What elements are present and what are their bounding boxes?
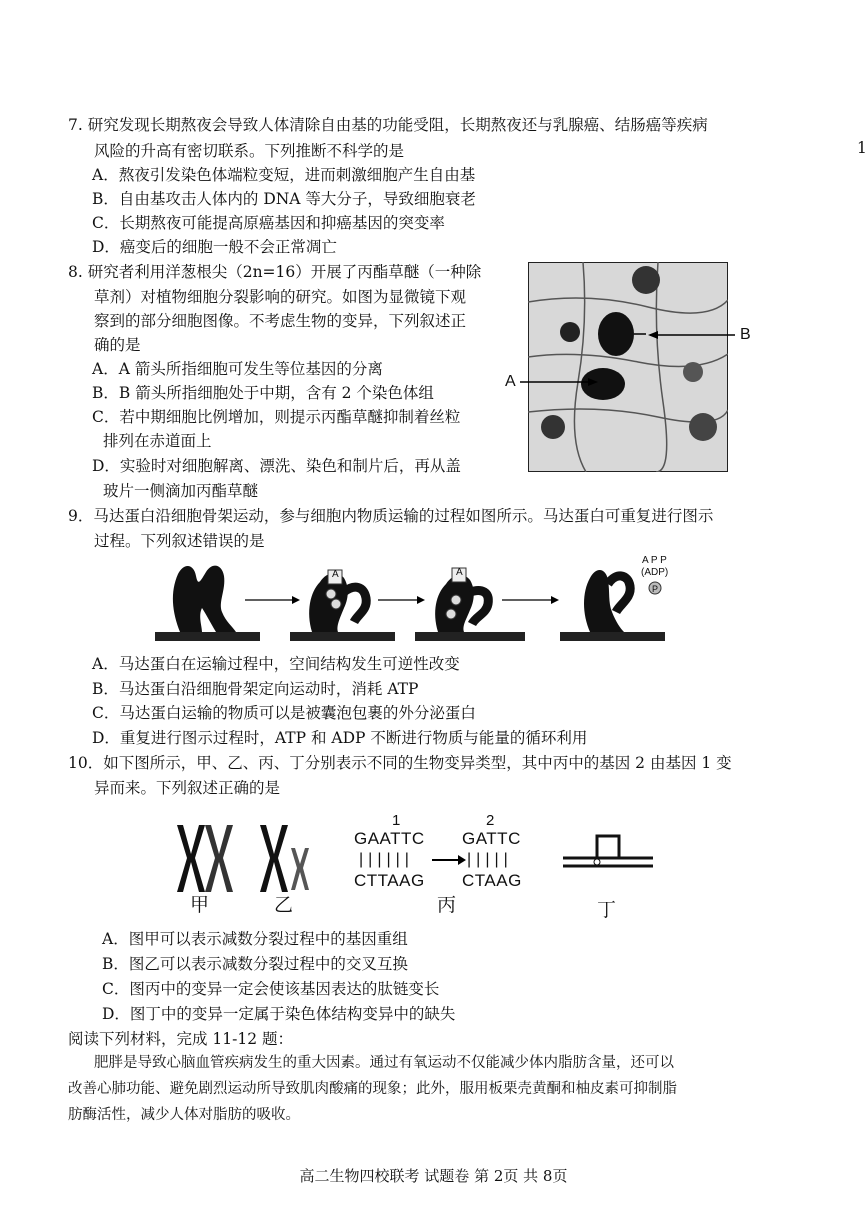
q8-option-d-cont: 玻片一侧滴加丙酯草醚 (103, 482, 259, 500)
reading-intro: 阅读下列材料，完成 11-12 题： (68, 1030, 294, 1048)
fig9-p-label: P (652, 584, 659, 594)
q10-option-b: B．图乙可以表示减数分裂过程中的交叉互换 (102, 955, 408, 973)
seq-number-1: 1 (392, 812, 401, 829)
mutation-arrow (430, 852, 470, 868)
q10-stem: 10．如下图所示，甲、乙、丙、丁分别表示不同的生物变异类型，其中丙中的基因 2 由基因 1 变 (68, 754, 732, 772)
q7-option-d: D．癌变后的细胞一般不会正常凋亡 (92, 238, 337, 256)
arrow-label-a: A (505, 373, 516, 390)
q8-stem-cont-3: 确的是 (94, 336, 141, 354)
q8-stem: 8. 研究者利用洋葱根尖（2n=16）开展了丙酯草醚（一种除 (68, 263, 482, 281)
fig9-a-label-1: A (332, 569, 339, 580)
label-yi: 乙 (274, 894, 294, 916)
q10-option-c: C．图丙中的变异一定会使该基因表达的肽链变长 (102, 980, 440, 998)
seq-number-2: 2 (486, 812, 495, 829)
label-bing: 丙 (437, 894, 457, 916)
q9-stem-cont: 过程。下列叙述错误的是 (94, 532, 265, 550)
fig9-a-label-2: A (456, 567, 463, 578)
label-ding: 丁 (597, 899, 617, 921)
q8-option-c: C．若中期细胞比例增加，则提示丙酯草醚抑制着丝粒 (92, 408, 461, 426)
q10-option-a: A．图甲可以表示减数分裂过程中的基因重组 (102, 930, 408, 948)
q7-stem: 7. 研究发现长期熬夜会导致人体清除自由基的功能受阻，长期熬夜还与乳腺癌、结肠癌等疾病 (68, 116, 708, 134)
q10-stem-cont: 异而来。下列叙述正确的是 (94, 779, 281, 797)
seq2-top: GATTC (462, 829, 521, 848)
seq1-bonds: |||||| (359, 851, 414, 868)
page-footer: 高二生物四校联考 试题卷 第 2页 共 8页 (299, 1167, 568, 1185)
seq2-bottom: CTAAG (462, 871, 522, 890)
q8-option-a: A．A 箭头所指细胞可发生等位基因的分离 (92, 360, 383, 378)
q7-option-a: A．熬夜引发染色体端粒变短，进而刺激细胞产生自由基 (92, 166, 476, 184)
seq1-bottom: CTTAAG (354, 871, 425, 890)
q9-option-d: D．重复进行图示过程时，ATP 和 ADP 不断进行物质与能量的循环利用 (92, 729, 588, 747)
q9-option-b: B．马达蛋白沿细胞骨架定向运动时，消耗 ATP (92, 680, 419, 698)
q7-option-b: B．自由基攻击人体内的 DNA 等大分子，导致细胞衰老 (92, 190, 476, 208)
q8-option-b: B．B 箭头所指细胞处于中期，含有 2 个染色体组 (92, 384, 434, 402)
reading-paragraph-1: 肥胖是导致心脑血管疾病发生的重大因素。通过有氧运动不仅能减少体内脂肪含量，还可以 (94, 1055, 674, 1071)
q10-option-d: D．图丁中的变异一定属于染色体结构变异中的缺失 (102, 1005, 456, 1023)
q9-stem: 9．马达蛋白沿细胞骨架运动，参与细胞内物质运输的过程如图所示。马达蛋白可重复进行图示 (68, 507, 714, 525)
fig9-adp-label: (ADP) (641, 567, 669, 578)
reading-paragraph-2: 改善心肺功能、避免剧烈运动所导致肌肉酸痛的现象；此外，服用板栗壳黄酮和柚皮素可抑制脂 (68, 1081, 677, 1097)
label-jia: 甲 (190, 894, 210, 916)
seq1-top: GAATTC (354, 829, 425, 848)
margin-mark: 1 (857, 139, 867, 157)
fig9-atp-label: A P P (642, 555, 667, 566)
q8-stem-cont-1: 草剂）对植物细胞分裂影响的研究。如图为显微镜下观 (94, 288, 467, 306)
q7-stem-cont: 风险的升高有密切联系。下列推断不科学的是 (94, 142, 405, 160)
reading-paragraph-3: 肪酶活性，减少人体对脂肪的吸收。 (68, 1107, 300, 1123)
q9-option-a: A．马达蛋白在运输过程中，空间结构发生可逆性改变 (92, 655, 460, 673)
micrograph-arrows (500, 300, 760, 400)
q8-option-d: D．实验时对细胞解离、漂洗、染色和制片后，再从盖 (92, 457, 461, 475)
q7-option-c: C．长期熬夜可能提高原癌基因和抑癌基因的突变率 (92, 214, 445, 232)
arrow-label-b: B (740, 326, 751, 343)
q9-option-c: C．马达蛋白运输的物质可以是被囊泡包裹的外分泌蛋白 (92, 704, 476, 722)
q8-option-c-cont: 排列在赤道面上 (103, 432, 212, 450)
seq2-bonds: ||||| (467, 851, 513, 868)
motor-protein-figure (150, 552, 710, 652)
q8-stem-cont-2: 察到的部分细胞图像。不考虑生物的变异，下列叙述正 (94, 312, 467, 330)
